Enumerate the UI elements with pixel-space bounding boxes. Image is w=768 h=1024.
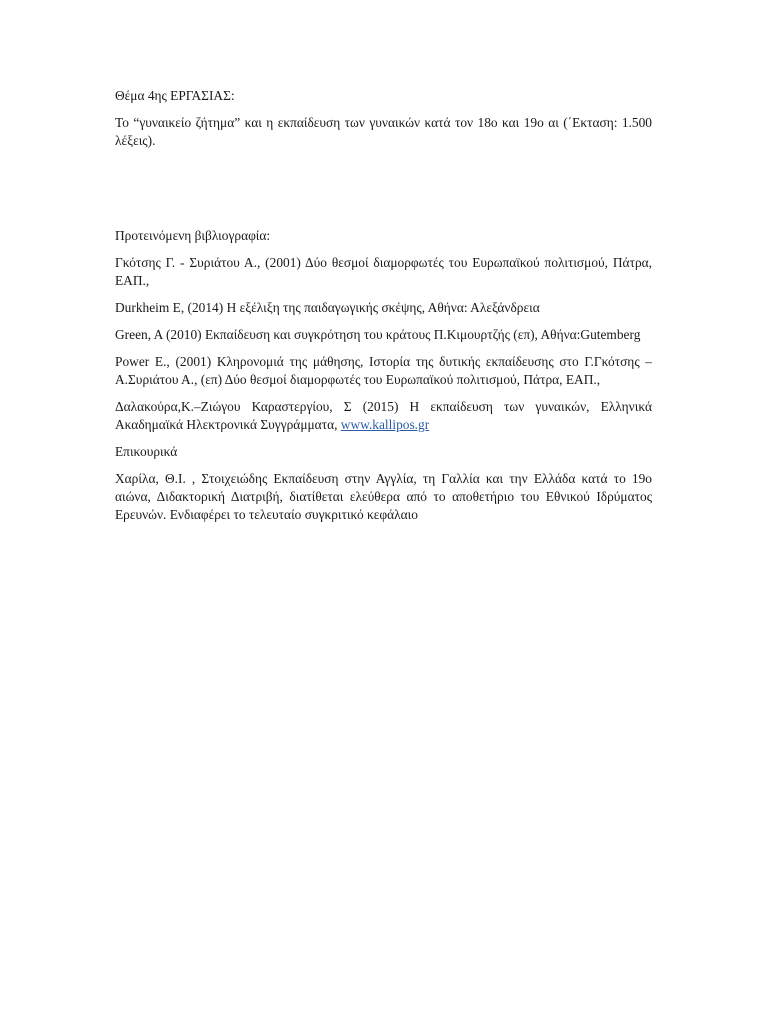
- assignment-heading: Θέμα 4ης ΕΡΓΑΣΙΑΣ:: [115, 88, 235, 103]
- kallipos-link[interactable]: www.kallipos.gr: [340, 417, 430, 432]
- supplementary-entry: Χαρίλα, Θ.Ι. , Στοιχειώδης Εκπαίδευση στην Αγγλία, τη Γαλλία και την Ελλάδα κατά το 19ο αιώνα, Διδακτορική Διατριβή, διατίθεται ελεύθερα από το αποθετήριο του Εθνικού Ιδρύματος Ερευνών. Ενδιαφέρει το τελευταίο συγκριτικό κεφάλαιο: [115, 471, 652, 522]
- assignment-topic: Το “γυναικείο ζήτημα” και η εκπαίδευση των γυναικών κατά τον 18ο και 19ο αι (΄Εκταση: 1.500 λέξεις).: [115, 115, 652, 148]
- bibliography-entry-text: Δαλακούρα,Κ.–Ζιώγου Καραστεργίου, Σ (2015) Η εκπαίδευση των γυναικών, Ελληνικά Ακαδημαϊκά Ηλεκτρονικά Συγγράμματα,: [115, 399, 652, 432]
- bibliography-entry: Durkheim E, (2014) Η εξέλιξη της παιδαγωγικής σκέψης, Αθήνα: Αλεξάνδρεια: [115, 300, 540, 315]
- document-page: [115, 80, 652, 533]
- bibliography-entry: Green, A (2010) Εκπαίδευση και συγκρότηση του κράτους Π.Κιμουρτζής (επ), Αθήνα:Gutemberg: [115, 327, 641, 342]
- bibliography-entry: Power E., (2001) Κληρονομιά της μάθησης, Ιστορία της δυτικής εκπαίδευσης στο Γ.Γκότσης – Α.Συριάτου Α., (επ) Δύο θεσμοί διαμορφωτές του Ευρωπαϊκού πολιτισμού, Πάτρα, ΕΑΠ.,: [115, 354, 652, 387]
- bibliography-heading: Προτεινόμενη βιβλιογραφία:: [115, 228, 271, 243]
- supplementary-heading: Επικουρικά: [115, 444, 178, 459]
- bibliography-entry: Γκότσης Γ. - Συριάτου Α., (2001) Δύο θεσμοί διαμορφωτές του Ευρωπαϊκού πολιτισμού, Πάτρα, ΕΑΠ.,: [115, 255, 652, 288]
- blank-space: [115, 159, 652, 227]
- bibliography-entry-with-link: [115, 398, 652, 434]
